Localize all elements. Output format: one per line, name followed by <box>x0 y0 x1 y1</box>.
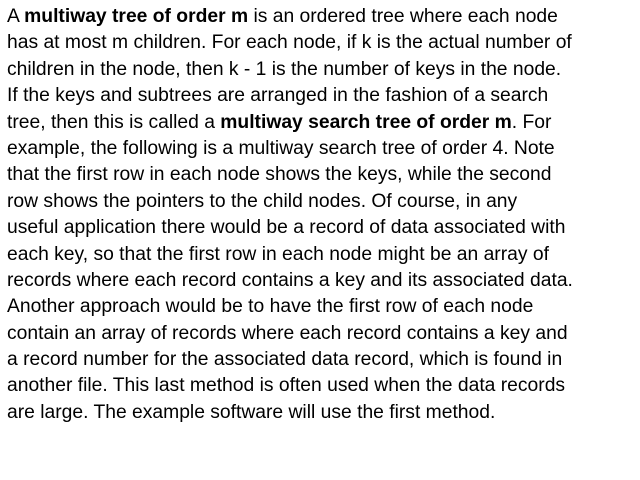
text-segment: has at most m children. For each node, if k is the actual number of <box>7 32 572 54</box>
text-segment: contain an array of records where each record contains a key and <box>7 322 568 344</box>
text-segment: . For <box>511 111 552 133</box>
text-line <box>7 373 637 399</box>
text-line <box>7 4 637 30</box>
text-segment: example, the following is a multiway search tree of order 4. Note <box>7 137 555 159</box>
bold-term: multiway search tree of order m <box>220 111 512 133</box>
text-segment: A <box>7 6 25 27</box>
text-line <box>7 57 637 83</box>
text-line <box>7 162 637 188</box>
text-segment: a record number for the associated data record, which is found in <box>7 349 563 371</box>
paragraph <box>7 4 637 426</box>
bold-term: multiway tree of order m <box>24 6 249 27</box>
text-line <box>7 30 637 56</box>
text-line <box>7 294 637 320</box>
text-segment: Another approach would be to have the first row of each node <box>7 296 534 318</box>
text-segment: that the first row in each node shows the keys, while the second <box>7 164 552 186</box>
text-line <box>7 268 637 294</box>
text-segment: children in the node, then k - 1 is the number of keys in the node. <box>7 58 562 80</box>
text-line <box>7 321 637 347</box>
text-segment: row shows the pointers to the child nodes. Of course, in any <box>7 190 518 212</box>
text-line <box>7 347 637 373</box>
text-segment: is an ordered tree where each node <box>248 6 558 27</box>
text-segment: useful application there would be a record of data associated with <box>7 217 566 239</box>
text-line <box>7 110 637 136</box>
text-line <box>7 242 637 268</box>
text-line <box>7 215 637 241</box>
text-line <box>7 83 637 109</box>
text-segment: each key, so that the first row in each node might be an array of <box>7 243 549 265</box>
text-line <box>7 189 637 215</box>
text-line <box>7 400 637 426</box>
text-line <box>7 136 637 162</box>
text-segment: tree, then this is called a <box>7 111 221 133</box>
text-segment: another file. This last method is often used when the data records <box>7 375 566 397</box>
text-segment: are large. The example software will use the first method. <box>7 401 496 423</box>
text-segment: If the keys and subtrees are arranged in the fashion of a search <box>7 85 549 107</box>
text-segment: records where each record contains a key and its associated data. <box>7 269 573 291</box>
